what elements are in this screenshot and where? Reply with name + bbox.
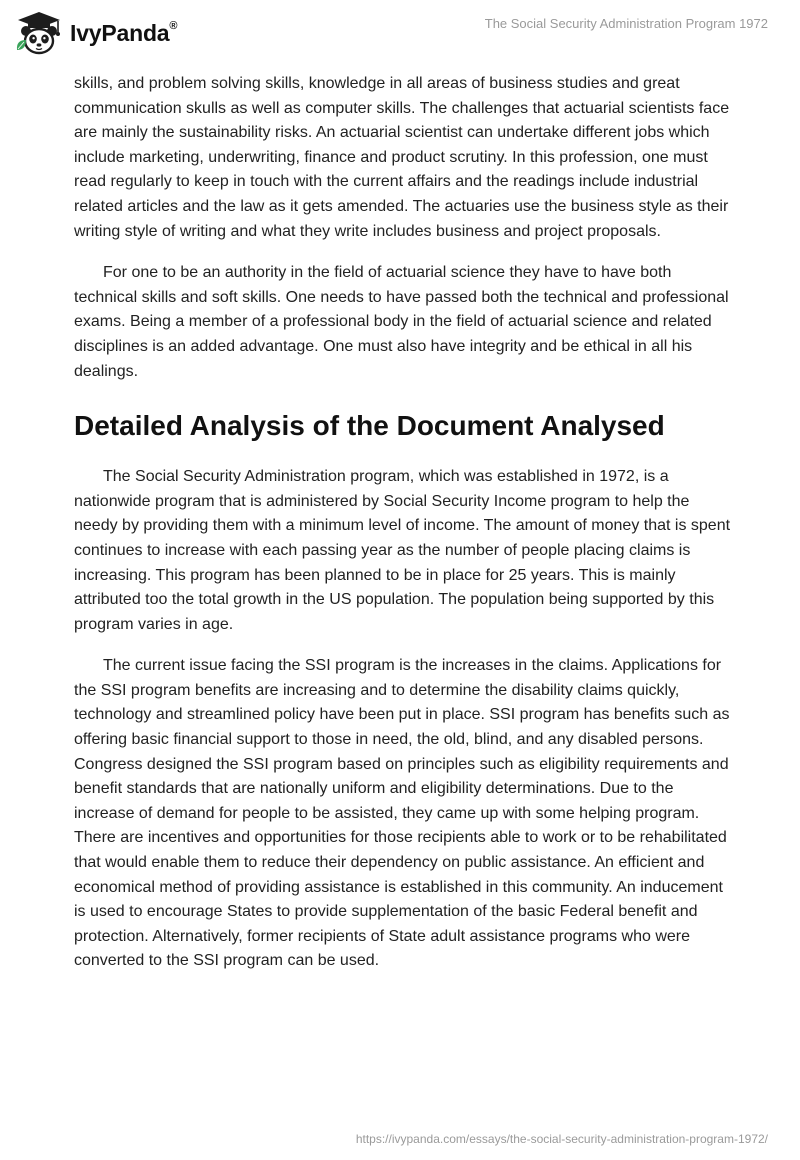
- page-header: [0, 0, 800, 70]
- paragraph-3: The Social Security Administration program, which was established in 1972, is a nationwide program that is administered by Social Security Income program to help the needy by providing them with a minimum level of income. The amount of money that is spent continues to increase with each passing year as the number of people placing claims is increasing. This program has been planned to be in place for 25 years. This is mainly attributed too the total growth in the US population. The population being supported by this program varies in age.: [74, 468, 731, 633]
- document-title: The Social Security Administration Program 1972: [484, 16, 768, 31]
- source-url[interactable]: https://ivypanda.com/essays/the-social-security-administration-program-1972/: [355, 1132, 768, 1146]
- paragraph-2: For one to be an authority in the field of actuarial science they have to have both technical skills and soft skills. One needs to have passed both the technical and professional exams. Being a member of a professional body in the field of actuarial science and related disciplines is an added advantage. One must also have integrity and be ethical in all his dealings.: [74, 264, 729, 380]
- ivypanda-logo[interactable]: [14, 10, 177, 56]
- section-heading: Detailed Analysis of the Document Analysed: [74, 410, 665, 442]
- paragraph-1: skills, and problem solving skills, knowledge in all areas of business studies and great communication skulls as well as computer skills. The challenges that actuarial scientists face are mainly the sustainability risks. An actuarial scientist can undertake different jobs which include marketing, underwriting, finance and product scrutiny. In this profession, one must read regularly to keep in touch with the current affairs and the readings include industrial related articles and the law as it gets amended. The actuaries use the business style as their writing style of writing and what they write includes business and project proposals.: [74, 75, 730, 240]
- panda-graduate-icon: [14, 10, 64, 56]
- brand-name-text: IvyPanda: [70, 19, 170, 46]
- article-body: [74, 72, 734, 974]
- registered-mark: ®: [169, 19, 178, 32]
- brand-name: [70, 20, 177, 47]
- paragraph-4: The current issue facing the SSI program is the increases in the claims. Applications for the SSI program benefits are increasing and to determine the disability claims quickly, technology and streamlined policy have been put in place. SSI program has benefits such as offering basic financial support to those in need, the old, blind, and any disabled persons. Congress designed the SSI program based on principles such as eligibility requirements and benefit standards that are nationally uniform and eligibility determinations. Due to the increase of demand for people to be assisted, they came up with some helping program. There are incentives and opportunities for those recipients able to work or to be rehabilitated that would enable them to reduce their dependency on public assistance. An efficient and economical method of providing assistance is established in this community. An inducement is used to encourage States to provide supplementation of the basic Federal benefit and protection. Alternatively, former recipients of State adult assistance programs who were converted to the SSI program can be used.: [74, 657, 730, 970]
